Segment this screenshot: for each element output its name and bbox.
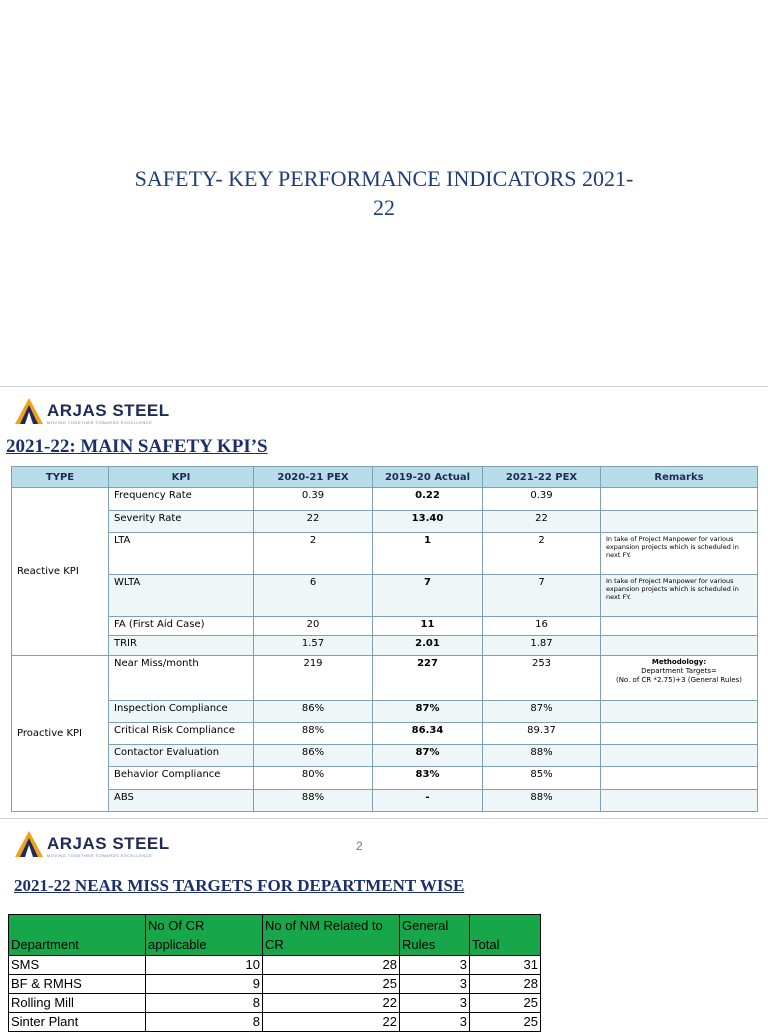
dept-cr: 10 [146, 956, 263, 975]
table-row [12, 767, 758, 790]
kpi-remarks [601, 701, 758, 723]
kpi-header-row [12, 467, 758, 488]
kpi-pex2021: 2 [254, 533, 373, 575]
kpi-actual: 1 [373, 533, 483, 575]
kpi-remarks [601, 656, 758, 701]
kpi-remarks [601, 617, 758, 636]
table-row [12, 656, 758, 701]
arjas-logo-icon [14, 396, 44, 426]
group-reactive: Reactive KPI [12, 488, 109, 656]
dept-total: 31 [470, 956, 541, 975]
table-row [12, 636, 758, 656]
kpi-name: LTA [109, 533, 254, 575]
kpi-remarks [601, 636, 758, 656]
dept-name: Sinter Plant [9, 1013, 146, 1032]
kpi-actual: 227 [373, 656, 483, 701]
kpi-remarks: In take of Project Manpower for various expansion projects which is scheduled in next FY. [601, 533, 758, 575]
header-total: Total [470, 915, 541, 956]
nearmiss-header-row [9, 915, 541, 956]
dept-name: SMS [9, 956, 146, 975]
kpi-pex2122: 1.87 [483, 636, 601, 656]
kpi-actual: 86.34 [373, 723, 483, 745]
dept-name: Rolling Mill [9, 994, 146, 1013]
table-row [12, 745, 758, 767]
kpi-heading: 2021-22: MAIN SAFETY KPI’S [6, 436, 268, 457]
kpi-pex2122: 2 [483, 533, 601, 575]
kpi-remarks [601, 723, 758, 745]
company-logo [14, 829, 170, 859]
kpi-pex2122: 87% [483, 701, 601, 723]
dept-cr: 8 [146, 994, 263, 1013]
kpi-actual: 13.40 [373, 511, 483, 533]
kpi-pex2122: 16 [483, 617, 601, 636]
kpi-pex2021: 86% [254, 701, 373, 723]
kpi-pex2122: 89.37 [483, 723, 601, 745]
dept-gr: 3 [400, 975, 470, 994]
methodology-line2: (No. of CR *2.75)+3 (General Rules) [615, 676, 743, 684]
dept-nm: 25 [263, 975, 400, 994]
header-actual: 2019-20 Actual [373, 467, 483, 488]
logo-name: ARJAS STEEL [47, 401, 170, 420]
group-proactive: Proactive KPI [12, 656, 109, 812]
table-row [9, 994, 541, 1013]
logo-tagline: MOVING TOGETHER TOWARDS EXCELLENCE [47, 420, 153, 425]
kpi-actual: 2.01 [373, 636, 483, 656]
table-row [12, 617, 758, 636]
dept-nm: 22 [263, 1013, 400, 1032]
kpi-pex2122: 88% [483, 790, 601, 812]
kpi-pex2021: 88% [254, 790, 373, 812]
kpi-name: WLTA [109, 575, 254, 617]
kpi-actual: 83% [373, 767, 483, 790]
kpi-pex2021: 88% [254, 723, 373, 745]
logo-tagline: MOVING TOGETHER TOWARDS EXCELLENCE [47, 853, 153, 858]
slide-title-line1: SAFETY- KEY PERFORMANCE INDICATORS 2021- [134, 166, 634, 191]
kpi-pex2021: 0.39 [254, 488, 373, 511]
dept-gr: 3 [400, 1013, 470, 1032]
kpi-name: Contactor Evaluation [109, 745, 254, 767]
kpi-name: ABS [109, 790, 254, 812]
kpi-pex2122: 85% [483, 767, 601, 790]
slide-divider [0, 386, 768, 387]
dept-gr: 3 [400, 956, 470, 975]
kpi-pex2021: 1.57 [254, 636, 373, 656]
header-cr: No Of CR applicable [146, 915, 263, 956]
dept-total: 28 [470, 975, 541, 994]
dept-nm: 22 [263, 994, 400, 1013]
kpi-name: Frequency Rate [109, 488, 254, 511]
kpi-pex2021: 22 [254, 511, 373, 533]
kpi-actual: 0.22 [373, 488, 483, 511]
kpi-remarks [601, 790, 758, 812]
dept-name: BF & RMHS [9, 975, 146, 994]
logo-name: ARJAS STEEL [47, 834, 170, 853]
kpi-actual: 7 [373, 575, 483, 617]
table-row [12, 575, 758, 617]
kpi-remarks [601, 488, 758, 511]
kpi-pex2122: 253 [483, 656, 601, 701]
arjas-logo-icon [14, 829, 44, 859]
header-remarks: Remarks [601, 467, 758, 488]
table-row [12, 790, 758, 812]
table-row [12, 488, 758, 511]
kpi-name: Inspection Compliance [109, 701, 254, 723]
kpi-name: TRIR [109, 636, 254, 656]
slide-title [120, 164, 648, 222]
table-row [12, 533, 758, 575]
kpi-actual: 11 [373, 617, 483, 636]
kpi-actual: 87% [373, 745, 483, 767]
methodology-line1: Department Targets= [641, 667, 717, 675]
page-number: 2 [356, 839, 363, 853]
kpi-pex2021: 20 [254, 617, 373, 636]
kpi-remarks [601, 745, 758, 767]
header-type: TYPE [12, 467, 109, 488]
header-nm: No of NM Related to CR [263, 915, 400, 956]
kpi-pex2122: 22 [483, 511, 601, 533]
kpi-pex2021: 86% [254, 745, 373, 767]
kpi-table [11, 466, 758, 812]
header-kpi: KPI [109, 467, 254, 488]
slide-divider [0, 818, 768, 819]
company-logo [14, 396, 170, 426]
table-row [9, 975, 541, 994]
dept-gr: 3 [400, 994, 470, 1013]
dept-cr: 8 [146, 1013, 263, 1032]
title-slide [0, 0, 768, 385]
kpi-remarks [601, 767, 758, 790]
dept-cr: 9 [146, 975, 263, 994]
dept-nm: 28 [263, 956, 400, 975]
kpi-name: Critical Risk Compliance [109, 723, 254, 745]
table-row [12, 511, 758, 533]
table-row [9, 1013, 541, 1032]
slide-title-line2: 22 [373, 195, 395, 220]
header-department: Department [9, 915, 146, 956]
kpi-pex2021: 6 [254, 575, 373, 617]
table-row [12, 723, 758, 745]
kpi-pex2122: 7 [483, 575, 601, 617]
header-pex2021: 2020-21 PEX [254, 467, 373, 488]
kpi-remarks: In take of Project Manpower for various expansion projects which is scheduled in next FY. [601, 575, 758, 617]
kpi-actual: - [373, 790, 483, 812]
kpi-remarks [601, 511, 758, 533]
kpi-name: Severity Rate [109, 511, 254, 533]
kpi-name: FA (First Aid Case) [109, 617, 254, 636]
header-pex2122: 2021-22 PEX [483, 467, 601, 488]
methodology-title: Methodology: [651, 658, 707, 666]
dept-total: 25 [470, 994, 541, 1013]
nearmiss-table [8, 914, 541, 1032]
header-general-rules: General Rules [400, 915, 470, 956]
kpi-name: Near Miss/month [109, 656, 254, 701]
kpi-actual: 87% [373, 701, 483, 723]
kpi-pex2122: 0.39 [483, 488, 601, 511]
dept-total: 25 [470, 1013, 541, 1032]
kpi-pex2021: 80% [254, 767, 373, 790]
kpi-pex2021: 219 [254, 656, 373, 701]
table-row [9, 956, 541, 975]
nearmiss-heading: 2021-22 NEAR MISS TARGETS FOR DEPARTMENT WISE [14, 876, 465, 895]
kpi-pex2122: 88% [483, 745, 601, 767]
table-row [12, 701, 758, 723]
kpi-name: Behavior Compliance [109, 767, 254, 790]
